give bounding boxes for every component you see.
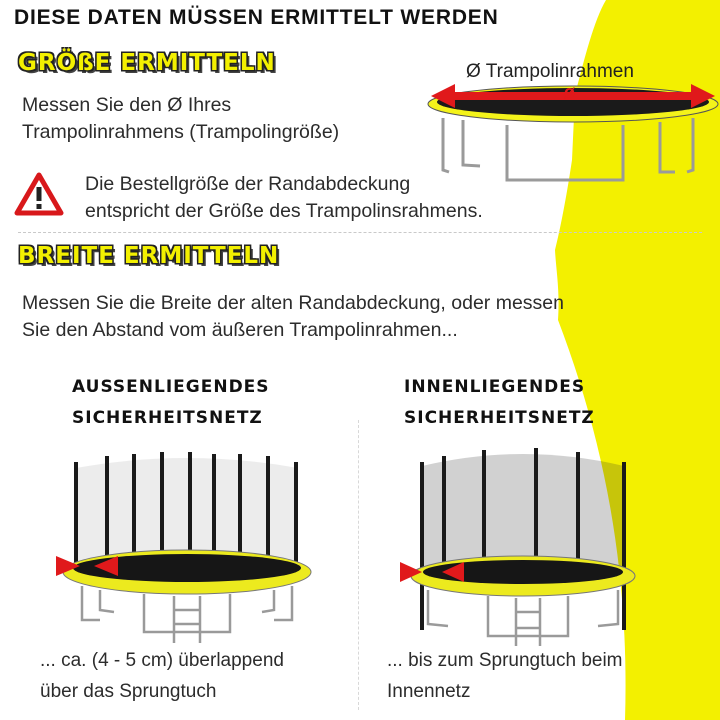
width-instruction — [22, 290, 712, 344]
diameter-label: Ø Trampolinrahmen — [466, 61, 634, 82]
width-instruction-line1: Messen Sie die Breite der alten Randabdeckung, oder messen — [22, 292, 564, 314]
outer-net-caption-line2: über das Sprungtuch — [40, 681, 217, 702]
outer-net-trampoline-illustration — [52, 448, 322, 648]
page-headline: DIESE DATEN MÜSSEN ERMITTELT WERDEN — [14, 6, 499, 29]
outer-net-caption-line1: ... ca. (4 - 5 cm) überlappend — [40, 650, 284, 671]
outer-net-title — [72, 372, 270, 434]
diameter-symbol: ø — [564, 82, 575, 102]
outer-net-caption — [40, 645, 360, 707]
width-instruction-line2: Sie den Abstand vom äußeren Trampolinrahmen... — [22, 319, 458, 341]
warning-line1: Die Bestellgröße der Randabdeckung — [85, 173, 411, 195]
size-instruction-line1: Messen Sie den Ø Ihres — [22, 94, 232, 116]
inner-net-title — [404, 372, 595, 434]
section-divider — [18, 232, 702, 233]
warning-triangle-icon — [14, 172, 64, 216]
inner-net-caption-line2: Innennetz — [387, 681, 471, 702]
inner-net-title-line1: INNENLIEGENDES — [404, 377, 586, 397]
width-section-title: BREITE ERMITTELN — [18, 243, 280, 269]
inner-net-caption-line1: ... bis zum Sprungtuch beim — [387, 650, 623, 671]
outer-net-title-line1: AUSSENLIEGENDES — [72, 377, 270, 397]
inner-net-caption — [387, 645, 707, 707]
size-instruction — [22, 92, 442, 146]
inner-net-title-line2: SICHERHEITSNETZ — [404, 408, 595, 428]
inner-net-trampoline-illustration — [398, 440, 648, 650]
warning-line2: entspricht der Größe des Trampolinsrahmens. — [85, 200, 483, 222]
outer-net-title-line2: SICHERHEITSNETZ — [72, 408, 263, 428]
size-section-title: GRÖßE ERMITTELN — [18, 50, 276, 76]
warning-text — [85, 171, 585, 225]
size-instruction-line2: Trampolinrahmens (Trampolingröße) — [22, 121, 340, 143]
